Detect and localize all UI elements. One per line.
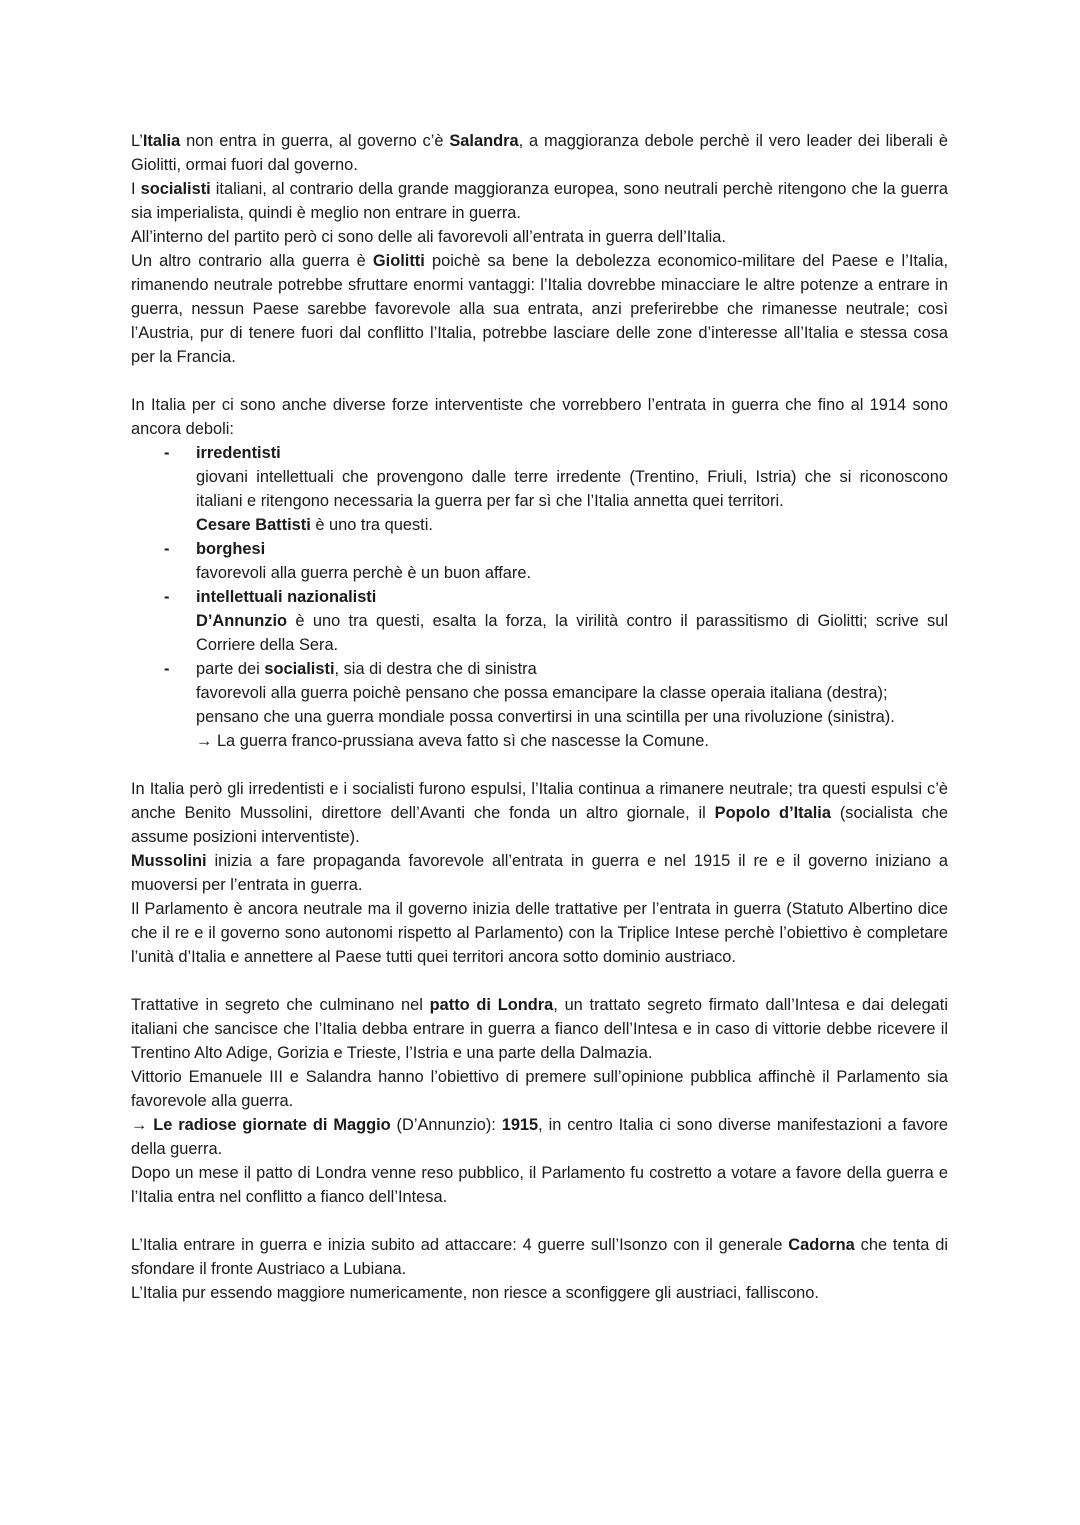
bold-text: socialisti	[140, 180, 211, 198]
paragraph	[131, 249, 948, 369]
text: Trattative in segreto che culminano nel	[131, 996, 430, 1014]
paragraph: Dopo un mese il patto di Londra venne reso pubblico, il Parlamento fu costretto a votare a favore della guerra e l’Italia entra nel conflitto a fianco dell’Intesa.	[131, 1164, 948, 1206]
bold-text: D’Annunzio	[196, 612, 288, 630]
text: italiani, al contrario della grande maggioranza europea, sono neutrali perchè ritengono che la guerra sia imperialista, quindi è meglio non entrare in guerra.	[131, 180, 948, 222]
text: , in centro Italia ci sono diverse manifestazioni a favore della guerra.	[131, 1116, 948, 1158]
spacer	[131, 1209, 948, 1233]
bold-text: socialisti	[264, 660, 335, 678]
list-item-text: favorevoli alla guerra perchè è un buon affare.	[196, 564, 532, 582]
list-item-text: favorevoli alla guerra poichè pensano che possa emancipare la classe operaia italiana (destra);	[196, 684, 888, 702]
list-item-text	[196, 513, 948, 537]
paragraph: Vittorio Emanuele III e Salandra hanno l’obiettivo di premere sull’opinione pubblica affinchè il Parlamento sia favorevole alla guerra.	[131, 1068, 948, 1110]
text: è uno tra questi, esalta la forza, la virilità contro il parassitismo di Giolitti; scrive sul Corriere della Sera.	[196, 612, 948, 654]
text: In Italia però gli irredentisti e i socialisti furono espulsi, l’Italia continua a rimanere neutrale; tra questi espulsi c’è anche Benito Mussolini, direttore dell’Avanti che fonda un altro giornale, il	[131, 780, 948, 822]
text: inizia a fare propaganda favorevole all’entrata in guerra e nel 1915 il re e il governo iniziano a muoversi per l’entrata in guerra.	[131, 852, 948, 894]
text: non entra in guerra, al governo c’è	[180, 132, 450, 150]
paragraph	[131, 777, 948, 849]
bold-text: Mussolini	[131, 852, 207, 870]
paragraph	[131, 1113, 948, 1161]
text: L’	[131, 132, 143, 150]
paragraph	[131, 1233, 948, 1281]
document-page	[131, 129, 948, 1305]
text: (socialista che assume posizioni interventiste).	[131, 804, 948, 846]
text: Un altro contrario alla guerra è	[131, 252, 373, 270]
section-isonzo	[131, 1233, 948, 1305]
list-item-title	[196, 657, 948, 681]
bold-text: Le radiose giornate di Maggio	[153, 1116, 391, 1134]
text: poichè sa bene la debolezza economico-militare del Paese e l’Italia, rimanendo neutrale potrebbe sfruttare enormi vantaggi: l’Italia dovrebbe minacciare le altre potenze a entrare in guerra, nessun Paese sarebbe favorevole alla sua entrata, anzi preferirebbe che rimanesse neutrale; così l’Austria, pur di tenere fuori dal conflitto l’Italia, potrebbe lasciare delle zone d’interesse all’Italia e stessa cosa per la Francia.	[131, 252, 949, 366]
text: (D’Annunzio):	[390, 1116, 502, 1134]
bullet-dash-icon: -	[164, 588, 170, 606]
list-item-text: pensano che una guerra mondiale possa convertirsi in una scintilla per una rivoluzione (sinistra).	[196, 708, 895, 726]
text: , sia di destra che di sinistra	[334, 660, 537, 678]
bold-text: Popolo d’Italia	[714, 804, 831, 822]
paragraph: L’Italia pur essendo maggiore numericamente, non riesce a sconfiggere gli austriaci, falliscono.	[131, 1284, 819, 1302]
list-item	[131, 585, 948, 657]
paragraph: All’interno del partito però ci sono delle ali favorevoli all’entrata in guerra dell’Italia.	[131, 228, 726, 246]
text: parte dei	[196, 660, 265, 678]
arrow-icon: →	[131, 1116, 154, 1134]
list-item-title: intellettuali nazionalisti	[196, 588, 377, 606]
bold-text: Italia	[142, 132, 181, 150]
bold-text: Giolitti	[372, 252, 425, 270]
bold-text: 1915	[501, 1116, 539, 1134]
text: L’Italia entrare in guerra e inizia subito ad attaccare: 4 guerre sull’Isonzo con il generale	[131, 1236, 789, 1254]
text: , a maggioranza debole perchè il vero leader dei liberali è Giolitti, ormai fuori dal governo.	[131, 132, 948, 174]
text: che tenta di sfondare il fronte Austriaco a Lubiana.	[131, 1236, 948, 1278]
section-neutrality	[131, 129, 948, 369]
bullet-dash-icon: -	[164, 540, 170, 558]
bold-text: Salandra	[449, 132, 519, 150]
text: I	[131, 180, 141, 198]
paragraph: Il Parlamento è ancora neutrale ma il governo inizia delle trattative per l’entrata in guerra (Statuto Albertino dice che il re e il governo sono autonomi rispetto al Parlamento) con la Triplice Intese perchè l’obiettivo è completare l’unità d’Italia e annettere al Paese tutti quei territori ancora sotto dominio austriaco.	[131, 900, 948, 966]
text: è uno tra questi.	[310, 516, 433, 534]
spacer	[131, 753, 948, 777]
interventionist-list	[131, 441, 948, 753]
spacer	[131, 369, 948, 393]
list-item	[131, 537, 948, 585]
paragraph	[131, 177, 948, 225]
spacer	[131, 969, 948, 993]
paragraph: In Italia per ci sono anche diverse forze interventiste che vorrebbero l’entrata in guerra che fino al 1914 sono ancora deboli:	[131, 396, 948, 438]
list-item-text: giovani intellettuali che provengono dalle terre irredente (Trentino, Friuli, Istria) che si riconoscono italiani e ritengono necessaria la guerra per far sì che l’Italia annetta quei territori.	[196, 468, 948, 510]
section-interventionists	[131, 393, 948, 753]
bold-text: Cadorna	[788, 1236, 855, 1254]
list-item-title: irredentisti	[196, 444, 281, 462]
list-item	[131, 441, 948, 537]
list-item-text: → La guerra franco-prussiana aveva fatto sì che nascesse la Comune.	[196, 732, 709, 750]
bullet-dash-icon: -	[164, 444, 170, 462]
list-item-title: borghesi	[196, 540, 266, 558]
section-london-pact	[131, 993, 948, 1209]
paragraph	[131, 993, 948, 1065]
text: , un trattato segreto firmato dall’Intesa e dai delegati italiani che sancisce che l’Italia debba entrare in guerra a fianco dell’Intesa e in caso di vittorie debbe ricevere il Trentino Alto Adige, Gorizia e Trieste, l’Istria e una parte della Dalmazia.	[131, 996, 948, 1062]
bold-text: patto di Londra	[429, 996, 554, 1014]
list-item	[131, 657, 948, 753]
paragraph	[131, 849, 948, 897]
bullet-dash-icon: -	[164, 660, 170, 678]
section-expulsions	[131, 777, 948, 969]
list-item-text	[196, 609, 948, 657]
bold-text: Cesare Battisti	[196, 516, 311, 534]
paragraph	[131, 129, 948, 177]
